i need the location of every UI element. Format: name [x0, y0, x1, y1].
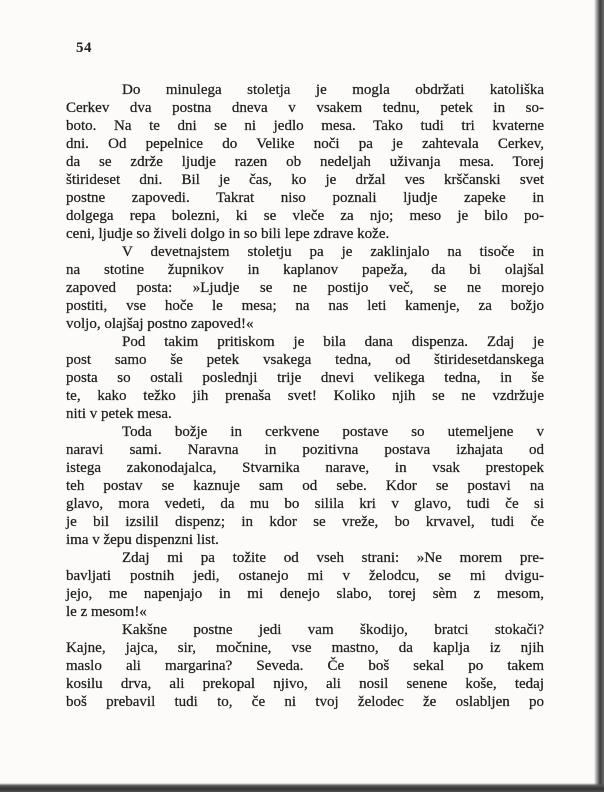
paragraph	[66, 423, 544, 549]
text-line: na stotine župnikov in kaplanov papeža, da bi olajšal	[66, 262, 544, 278]
text-line: postiti, vse hoče le mesa; na nas leti kamenje, za božjo	[66, 298, 544, 314]
text-line: Kakšne postne jedi vam škodijo, bratci stokači?	[122, 622, 544, 638]
text-line: te, kako težko jih prenaša svet! Koliko njih se ne vzdržuje	[66, 388, 544, 404]
text-line: le z mesom!«	[66, 604, 147, 620]
text-line: Kajne, jajca, sir, močnine, vse mastno, da kaplja iz njih	[66, 640, 544, 656]
text-line: boš prebavil tudi to, če ni tvoj želodec že oslabljen po	[66, 694, 544, 710]
text-line: post samo še petek vsakega tedna, od štiridesetdanskega	[66, 352, 544, 368]
text-line: maslo ali margarina? Seveda. Če boš sekal po takem	[66, 658, 544, 674]
text-line: glavo, mora vedeti, da mu bo silila kri v glavo, tudi če si	[66, 496, 544, 512]
paragraph	[66, 621, 544, 711]
text-line: ceni, ljudje so živeli dolgo in so bili lepe zdrave kože.	[66, 226, 390, 242]
paragraph	[66, 549, 544, 621]
text-line: kosilu drva, ali prekopal njivo, ali nosil senene koše, tedaj	[66, 676, 544, 692]
text-line: voljo, olajšaj postno zapoved!«	[66, 316, 254, 332]
text-line: Toda božje in cerkvene postave so utemeljene v	[122, 424, 544, 440]
text-line: naravi sami. Naravna in pozitivna postava izhajata od	[66, 442, 544, 458]
text-line: dolgega repa bolezni, ki se vleče za njo; meso je bilo po-	[66, 208, 544, 224]
text-line: postne zapovedi. Takrat niso poznali ljudje zapeke in	[66, 190, 544, 206]
text-line: istega zakonodajalca, Stvarnika narave, in vsak prestopek	[66, 460, 544, 476]
text-block	[66, 81, 544, 711]
text-line: Zdaj mi pa tožite od vseh strani: »Ne morem pre-	[122, 550, 544, 566]
scan-edge-bottom-shadow	[0, 783, 604, 792]
paragraph	[66, 243, 544, 333]
text-line: zapoved posta: »Ljudje se ne postijo več, se ne morejo	[66, 280, 544, 296]
text-line: posta so ostali poslednji trije dnevi velikega tedna, in še	[66, 370, 544, 386]
page-number: 54	[76, 40, 92, 56]
text-line: jejo, me napenjajo in mi denejo slabo, torej sèm z mesom,	[66, 586, 544, 602]
paragraph	[66, 333, 544, 423]
text-line: teh postav se kaznuje sam od sebe. Kdor se postavi na	[66, 478, 544, 494]
text-line: štirideset dni. Bil je čas, ko je držal ves krščanski svet	[66, 172, 544, 188]
text-line: dni. Od pepelnice do Velike noči pa je zahtevala Cerkev,	[66, 136, 544, 152]
text-line: Do minulega stoletja je mogla obdržati katoliška	[122, 82, 544, 98]
text-line: je bil izsilil dispenz; in kdor se vreže, bo krvavel, tudi če	[66, 514, 544, 530]
text-line: da se zdrže ljudje razen ob nedeljah uživanja mesa. Torej	[66, 154, 544, 170]
paragraph	[66, 81, 544, 243]
text-line: Cerkev dva postna dneva v vsakem tednu, petek in so-	[66, 100, 544, 116]
scan-edge-right-shadow	[594, 0, 604, 792]
text-line: V devetnajstem stoletju pa je zaklinjalo na tisoče in	[122, 244, 544, 260]
text-line: niti v petek mesa.	[66, 406, 172, 422]
text-line: Pod takim pritiskom je bila dana dispenza. Zdaj je	[122, 334, 544, 350]
text-line: bavljati postnih jedi, ostanejo mi v želodcu, se mi dvigu-	[66, 568, 544, 584]
text-line: boto. Na te dni se ni jedlo mesa. Tako tudi tri kvaterne	[66, 118, 544, 134]
text-line: ima v žepu dispenzni list.	[66, 532, 219, 548]
